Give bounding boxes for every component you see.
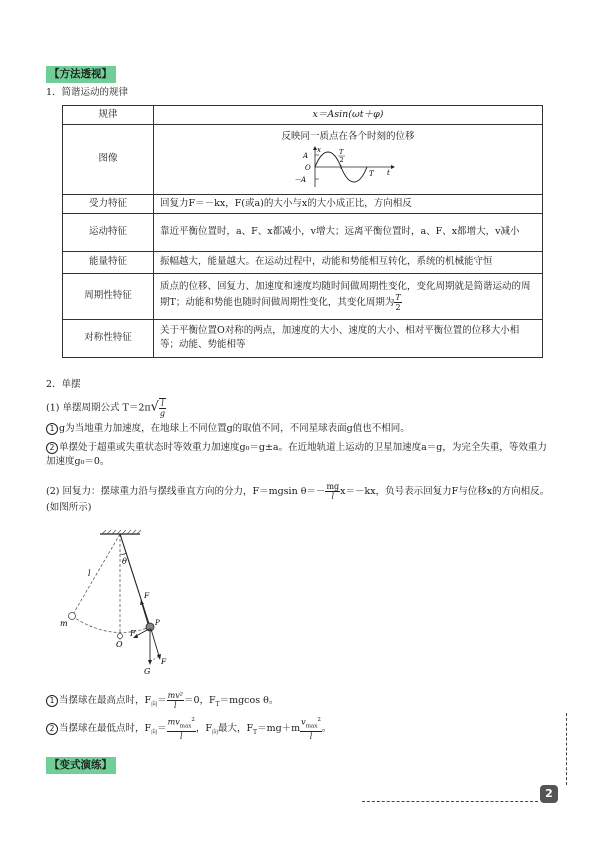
page-corner-dash-vertical xyxy=(566,713,567,785)
label-F1: F xyxy=(161,657,167,666)
eq-text: 当摆球在最低点时，F xyxy=(59,723,152,735)
label-O: O xyxy=(116,640,123,649)
graph-label-negA: －A xyxy=(294,175,307,184)
row-key: 规律 xyxy=(63,106,154,125)
row-value: 关于平衡位置O对称的两点，加速度的大小、速度的大小、相对平衡位置的位移大小相等；动能、势能相等 xyxy=(154,319,543,357)
period-formula xyxy=(46,398,552,418)
table-row xyxy=(63,106,543,125)
fraction-mg-over-l xyxy=(325,482,340,501)
circle-number: 1 xyxy=(46,695,58,707)
shm-law-table xyxy=(62,105,543,358)
label-FT: F xyxy=(144,591,150,600)
label-F: F xyxy=(130,629,136,638)
label-theta: θ xyxy=(122,557,127,566)
note-2 xyxy=(46,441,552,469)
row-value xyxy=(154,124,543,194)
eq-text: 最大，F xyxy=(217,723,254,735)
eq-text: ＝mg＋m xyxy=(257,723,301,735)
circle-number: 2 xyxy=(46,442,58,454)
table-row xyxy=(63,251,543,273)
note-1 xyxy=(46,422,552,436)
lowest-point-equation: 2 当摆球在最低点时，$F_向=$ $\frac{mv_{max}^2}{l}$ ，$F_向$最大，$F_T=mg+m$ $\frac{v_{max}^2}{l}$ 。 xyxy=(46,716,552,741)
frac-den: l xyxy=(331,492,335,501)
circle-number: 1 xyxy=(46,423,58,435)
row-value xyxy=(154,273,543,319)
row-key: 图像 xyxy=(63,124,154,194)
frac-num: $v_{max}^2$ xyxy=(300,716,322,732)
label-P: P xyxy=(155,619,160,627)
circle-number: 2 xyxy=(46,723,58,735)
restoring-force-paragraph xyxy=(46,482,552,515)
eq-text: ＝0，F xyxy=(183,695,216,706)
label-m: m xyxy=(60,619,68,628)
eq-sub: 向 xyxy=(211,729,218,737)
fraction-T-over-2 xyxy=(394,293,401,312)
row-key: 运动特征 xyxy=(63,213,154,251)
frac-num: mv² xyxy=(167,691,183,700)
row-value: 振幅越大，能量越大。在运动过程中，动能和势能相互转化，系统的机械能守恒 xyxy=(154,251,543,273)
fraction-vmax2-over-l xyxy=(300,716,322,741)
fraction-mvmax2-over-l xyxy=(167,716,196,741)
eq-sub: 向 xyxy=(151,700,158,708)
graph-label-t: t xyxy=(387,168,390,177)
graph-label-T2d: 2 xyxy=(339,155,344,164)
eq-text: ＝mgcos θ。 xyxy=(219,695,279,706)
row-key: 对称性特征 xyxy=(63,319,154,357)
frac-num: T xyxy=(395,293,401,303)
table-row xyxy=(63,124,543,194)
graph-label-T2n: T xyxy=(339,147,344,156)
heading-pendulum: 2．单摆 xyxy=(46,379,81,390)
graph-caption: 反映同一质点在各个时刻的位移 xyxy=(281,130,415,142)
note-text: g为当地重力加速度，在地球上不同位置g的取值不同，不同星球表面g值也不相同。 xyxy=(59,423,410,434)
pendulum-diagram xyxy=(60,528,210,688)
page-number: 2 xyxy=(540,785,558,803)
sqrt-fraction xyxy=(159,398,166,418)
periodic-text: 质点的位移、回复力、加速度和速度均随时间做周期性变化，变化周期就是简谐运动的周期T；动能和势能也随时间做周期性变化，其变化周期为 xyxy=(160,280,531,309)
eq-text: 当摆球在最高点时，F xyxy=(59,695,152,706)
formula-text: (1) 单摆周期公式 T＝2π xyxy=(46,402,151,414)
fraction-mv2-over-l xyxy=(167,691,184,710)
note-text: 单摆处于超重或失重状态时等效重力加速度g₀＝g±a。在近地轨道上运动的卫星加速度a＝g，为完全失重，等效重力加速度g₀＝0。 xyxy=(46,442,547,467)
heading-shm: 1．简谐运动的规律 xyxy=(46,87,129,98)
label-G: G xyxy=(144,667,151,676)
table-row xyxy=(63,273,543,319)
page-corner-dash-horizontal xyxy=(362,801,538,802)
para-text: x＝－kx，负号表示回复力F与位移x的方向相反。(如图所示) xyxy=(46,486,550,513)
frac-den: g xyxy=(159,409,166,418)
frac-num: $mv_{max}^2$ xyxy=(167,716,196,732)
row-value: 靠近平衡位置时，a、F、x都减小，v增大；远离平衡位置时，a、F、x都增大，v减小 xyxy=(154,213,543,251)
frac-den: l xyxy=(174,701,177,710)
row-key: 周期性特征 xyxy=(63,273,154,319)
frac-den: l xyxy=(179,732,183,742)
graph-label-O: O xyxy=(305,163,311,172)
highest-point-equation: 1 当摆球在最高点时，$F_向=$ $\frac{\text{mv²}}{l}$ ＝0，$F_T=mgcos$ θ。 xyxy=(46,691,552,710)
table-row xyxy=(63,194,543,213)
row-value: 回复力F＝－kx，F(或a)的大小与x的大小成正比，方向相反 xyxy=(154,194,543,213)
eq-text: 。 xyxy=(321,723,332,735)
graph-label-x: x xyxy=(317,145,321,154)
frac-den: l xyxy=(309,732,313,742)
eq-text: ，F xyxy=(195,723,212,735)
row-value: x＝Asin(ωt＋φ) xyxy=(154,106,543,125)
sqrt-symbol: √ xyxy=(150,399,159,415)
graph-label-T: T xyxy=(369,169,374,178)
row-key: 能量特征 xyxy=(63,251,154,273)
label-l: l xyxy=(88,569,91,578)
table-row xyxy=(63,213,543,251)
eq-sub: T xyxy=(215,700,220,708)
sine-graph xyxy=(293,145,403,189)
frac-num: mg xyxy=(326,482,340,491)
method-tag: 【方法透视】 xyxy=(46,66,116,83)
para-text: (2) 回复力：摆球重力沿与摆线垂直方向的分力，F＝mgsin θ＝－ xyxy=(46,486,326,497)
graph-label-A: A xyxy=(303,151,309,160)
eq-sub: T xyxy=(253,729,258,737)
eq-sub: 向 xyxy=(151,729,158,737)
frac-den: 2 xyxy=(395,303,401,313)
row-key: 受力特征 xyxy=(63,194,154,213)
practice-tag: 【变式演练】 xyxy=(46,757,116,774)
table-row xyxy=(63,319,543,357)
frac-num: l xyxy=(159,399,166,409)
